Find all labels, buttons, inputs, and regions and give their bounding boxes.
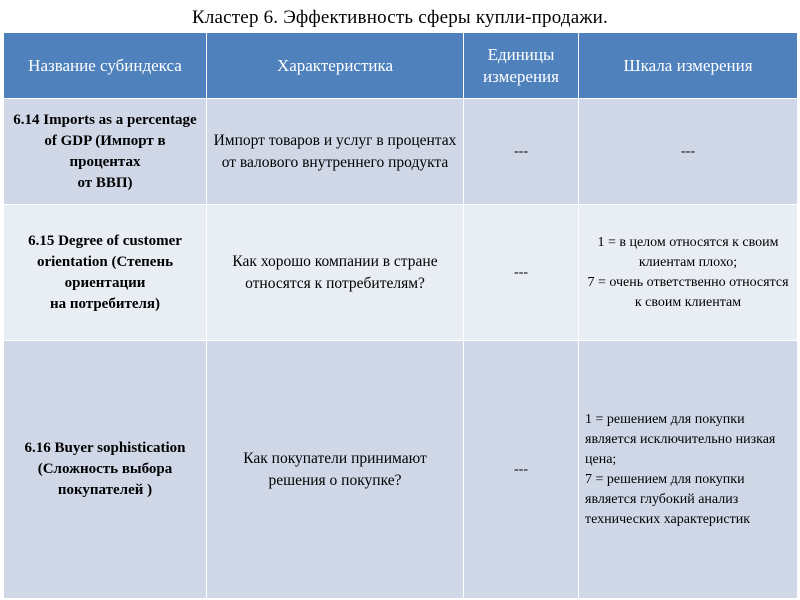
slide-title: Кластер 6. Эффективность сферы купли-продажи.	[191, 7, 608, 28]
units-cell: ---	[464, 205, 579, 341]
subindex-name-line: 6.15 Degree of customer	[28, 232, 182, 249]
scale-line: цена;	[585, 451, 617, 467]
header-scale: Шкала измерения	[579, 33, 798, 99]
subindex-name-line: orientation (Степень	[36, 253, 174, 270]
scale-line: 1 = в целом относятся к своим	[597, 234, 779, 250]
subindex-name-cell	[4, 341, 207, 599]
subindex-name-line: of GDP (Импорт в	[44, 132, 166, 149]
subindex-name-line: (Сложность выбора	[37, 461, 173, 477]
scale-line: к своим клиентам	[634, 294, 742, 310]
scale-line: является исключительно низкая	[585, 431, 776, 447]
subindex-name-cell	[4, 205, 207, 341]
header-characteristic: Характеристика	[207, 33, 464, 99]
subindex-name-line: ориентации	[64, 274, 146, 291]
scale-line: 7 = решением для покупки	[585, 471, 745, 487]
characteristic-cell: Импорт товаров и услуг в процентах от валового внутреннего продукта	[207, 99, 464, 205]
scale-line: клиентам плохо;	[638, 254, 738, 270]
characteristic-cell: Как покупатели принимают решения о покупке?	[207, 341, 464, 599]
table-row	[4, 341, 798, 599]
scale-line: ---	[681, 143, 695, 159]
header-units: Единицы измерения	[464, 33, 579, 99]
scale-cell	[579, 205, 798, 341]
subindex-name-cell	[4, 99, 207, 205]
subindex-name-line: на потребителя)	[49, 295, 161, 312]
units-cell: ---	[464, 99, 579, 205]
header-subindex-name: Название субиндекса	[4, 33, 207, 99]
scale-line: является глубокий анализ	[585, 491, 739, 507]
units-cell: ---	[464, 341, 579, 599]
subindex-name-line: процентах	[69, 153, 141, 170]
scale-line: технических характеристик	[585, 511, 751, 527]
scale-cell	[579, 341, 798, 599]
table-row	[4, 205, 798, 341]
table-row	[4, 99, 798, 205]
subindex-name-line: 6.16 Buyer sophistication	[24, 440, 186, 456]
scale-cell	[579, 99, 798, 205]
subindex-name-line: покупателей )	[57, 482, 153, 498]
subindex-name-line: 6.14 Imports as a percentage	[13, 111, 197, 128]
cluster-table	[3, 32, 798, 599]
table-header-row	[4, 33, 798, 99]
scale-line: 7 = очень ответственно относятся	[587, 274, 789, 290]
subindex-name-line: от ВВП)	[77, 174, 133, 191]
characteristic-cell: Как хорошо компании в стране относятся к потребителям?	[207, 205, 464, 341]
scale-line: 1 = решением для покупки	[585, 411, 745, 427]
